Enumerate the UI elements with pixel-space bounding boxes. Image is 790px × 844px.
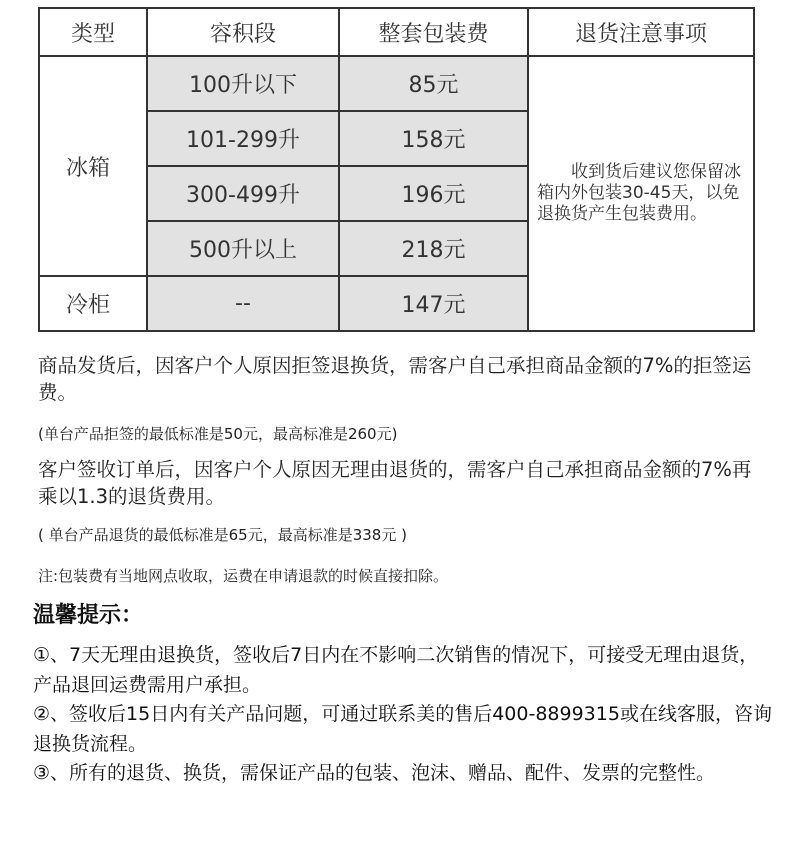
packaging-fee-table	[38, 7, 755, 332]
tips-list	[33, 641, 773, 789]
table-header-row	[39, 8, 754, 56]
capacity-cell: 500升以上	[147, 221, 339, 276]
fee-note-text: 注:包装费有当地网点收取，运费在申请退款的时候直接扣除。	[38, 567, 449, 585]
fee-cell: 147元	[339, 276, 528, 331]
return-limits-text: ( 单台产品退货的最低标准是65元，最高标准是338元 )	[38, 526, 407, 544]
return-note-cell	[528, 56, 754, 331]
capacity-cell: 101-299升	[147, 111, 339, 166]
tip-item: ②、签收后15日内有关产品问题，可通过联系美的售后400-8899315或在线客服，咨询退换货流程。	[33, 703, 772, 755]
fee-cell: 158元	[339, 111, 528, 166]
tips-title: 温馨提示：	[33, 603, 144, 628]
header-capacity: 容积段	[147, 8, 339, 56]
reject-policy	[38, 352, 768, 406]
tip-item: ③、所有的退货、换货，需保证产品的包装、泡沫、赠品、配件、发票的完整性。	[33, 762, 716, 784]
reject-limits-text: (单台产品拒签的最低标准是50元，最高标准是260元)	[38, 425, 398, 443]
return-policy	[38, 456, 768, 510]
category-fridge: 冰箱	[39, 56, 147, 276]
reject-policy-text: 商品发货后，因客户个人原因拒签退换货，需客户自己承担商品金额的7%的拒签运费。	[38, 354, 752, 404]
header-return-notes: 退货注意事项	[528, 8, 754, 56]
fee-note	[38, 566, 768, 586]
category-freezer: 冷柜	[39, 276, 147, 331]
fee-cell: 85元	[339, 56, 528, 111]
capacity-cell: 300-499升	[147, 166, 339, 221]
header-packaging-fee: 整套包装费	[339, 8, 528, 56]
capacity-cell: 100升以下	[147, 56, 339, 111]
table-row	[39, 56, 754, 111]
header-type: 类型	[39, 8, 147, 56]
fee-cell: 196元	[339, 166, 528, 221]
capacity-cell: --	[147, 276, 339, 331]
reject-limits	[38, 424, 768, 444]
return-limits	[38, 525, 768, 545]
tip-item: ①、7天无理由退换货，签收后7日内在不影响二次销售的情况下，可接受无理由退货，产品退回运费需用户承担。	[33, 644, 759, 696]
return-note-text: 收到货后建议您保留冰箱内外包装30-45天，以免退换货产生包装费用。	[537, 162, 741, 224]
fee-cell: 218元	[339, 221, 528, 276]
return-policy-text: 客户签收订单后，因客户个人原因无理由退货的，需客户自己承担商品金额的7%再乘以1.3的退货费用。	[38, 458, 752, 508]
